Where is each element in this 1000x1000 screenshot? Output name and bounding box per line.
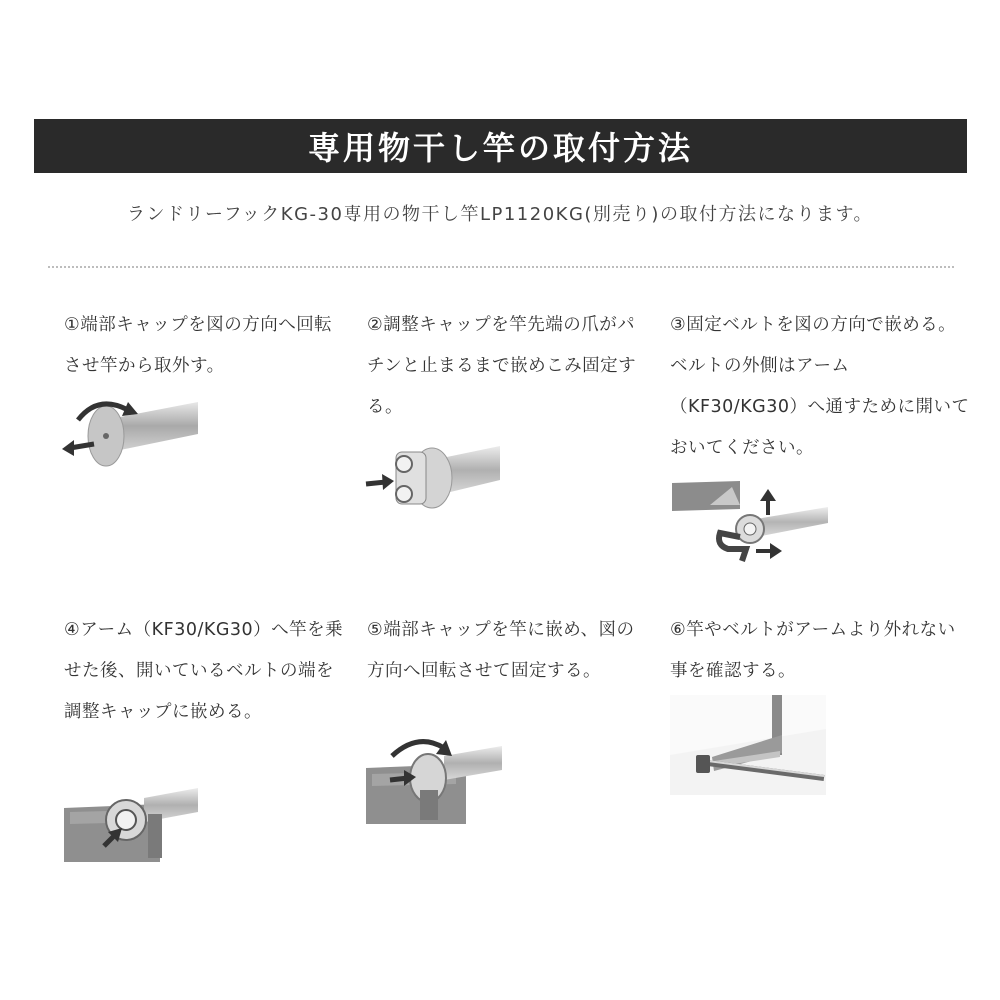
step-3 (670, 305, 970, 469)
step-5 (367, 610, 652, 692)
dotted-divider (48, 266, 954, 268)
step-4-illustration (64, 782, 204, 864)
title-bar (34, 119, 967, 173)
step-5-text: ⑤端部キャップを竿に嵌め、図の方向へ回転させて固定する。 (367, 620, 635, 681)
page-title: 専用物干し竿の取付方法 (307, 129, 693, 167)
step-2-text: ②調整キャップを竿先端の爪がパチンと止まるまで嵌めこみ固定する。 (367, 315, 637, 417)
page-subtitle: ランドリーフックKG-30専用の物干し竿LP1120KG(別売り)の取付方法になります。 (126, 204, 874, 225)
step-4 (64, 610, 349, 733)
step-6-text: ⑥竿やベルトがアームより外れない事を確認する。 (670, 620, 956, 681)
step-2-illustration (362, 438, 507, 518)
step-3-illustration (670, 475, 835, 575)
step-6 (670, 610, 970, 692)
step-1 (64, 305, 349, 387)
step-1-text: ①端部キャップを図の方向へ回転させ竿から取外す。 (64, 315, 333, 376)
step-3-text: ③固定ベルトを図の方向で嵌める。ベルトの外側はアーム（KF30/KG30）へ通すために開いておいてください。 (670, 315, 970, 458)
step-5-illustration (366, 734, 506, 826)
step-2 (367, 305, 652, 428)
step-4-text: ④アーム（KF30/KG30）へ竿を乗せた後、開いているベルトの端を調整キャップに嵌める。 (64, 620, 344, 722)
step-6-illustration (670, 695, 826, 795)
step-1-illustration (58, 392, 203, 472)
